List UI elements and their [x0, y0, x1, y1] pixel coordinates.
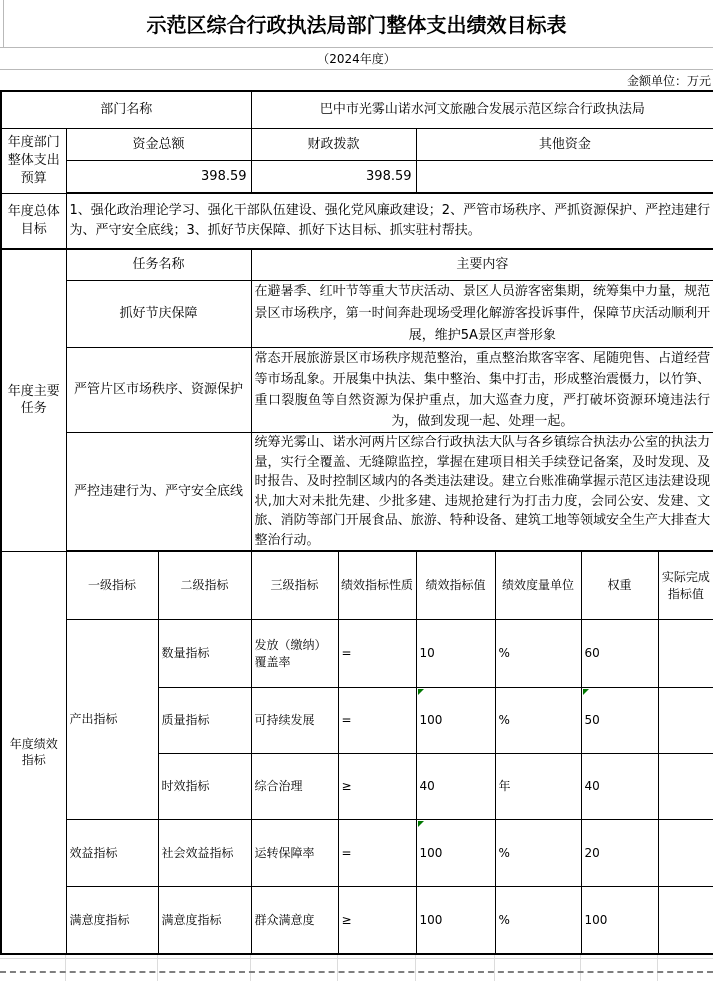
- budget-col-fiscal-label: 财政拨款: [251, 129, 416, 161]
- indicator-unit: %: [495, 820, 581, 887]
- budget-col-total-label: 资金总额: [66, 129, 251, 161]
- indicator-value: 40: [416, 754, 495, 820]
- indicator-actual: [658, 887, 713, 955]
- grid-column-line: [157, 955, 158, 981]
- grid-column-line: [250, 955, 251, 981]
- indicator-value: 10: [416, 620, 495, 688]
- grid-column-line: [415, 955, 416, 981]
- excel-error-marker-icon: [418, 821, 424, 827]
- indicator-header-level1: 一级指标: [66, 551, 158, 620]
- indicator-nature: ≥: [338, 887, 416, 955]
- indicator-nature: =: [338, 820, 416, 887]
- spreadsheet-margin-area: [0, 955, 713, 981]
- indicator-actual: [658, 820, 713, 887]
- tasks-section-label: 年度主要任务: [1, 249, 66, 551]
- task-content: 统筹光雾山、诺水河两片区综合行政执法大队与各乡镇综合执法办公室的执法力量，实行全覆盖、无缝隙监控，掌握在建项目相关手续登记备案，及时发现、及时报告、及时控制区域内的各类违法建设。建立台账准确掌握示范区违法建设现状,加大对未批先建、少批多建、违规抢建行为打击力度，会同公安、发建、文旅、消防等部门开展食品、旅游、特种设备、建筑工地等领域安全生产大排查大整治行动。: [251, 433, 713, 552]
- task-name-header: 任务名称: [66, 249, 251, 281]
- indicator-weight: 100: [581, 887, 658, 955]
- indicator-weight: 40: [581, 754, 658, 820]
- indicator-level2: 社会效益指标: [158, 820, 251, 887]
- annual-goal-content: 1、强化政治理论学习、强化干部队伍建设、强化党风廉政建设；2、严管市场秩序、严抓资源保护、严控违建行为、严守安全底线；3、抓好节庆保障、抓好下达目标、抓实驻村帮扶。: [66, 193, 713, 249]
- page-break-dashed-line: [0, 971, 713, 973]
- indicator-header-unit: 绩效度量单位: [495, 551, 581, 620]
- indicator-level3: 发放（缴纳）覆盖率: [251, 620, 338, 688]
- indicator-header-value: 绩效指标值: [416, 551, 495, 620]
- indicator-value: 100: [416, 688, 495, 754]
- indicator-level3: 运转保障率: [251, 820, 338, 887]
- indicator-level2: 时效指标: [158, 754, 251, 820]
- indicator-level3: 综合治理: [251, 754, 338, 820]
- gridline: [3, 0, 4, 47]
- grid-column-line: [494, 955, 495, 981]
- indicator-level2: 数量指标: [158, 620, 251, 688]
- indicator-level1-output: 产出指标: [66, 620, 158, 820]
- excel-error-marker-icon: [418, 689, 424, 695]
- indicator-nature: =: [338, 620, 416, 688]
- indicator-actual: [658, 620, 713, 688]
- department-name-label: 部门名称: [1, 91, 251, 129]
- indicator-weight: 50: [581, 688, 658, 754]
- task-name: 严控违建行为、严守安全底线: [66, 433, 251, 552]
- title-row: [0, 0, 713, 48]
- indicator-weight: 20: [581, 820, 658, 887]
- grid-column-line: [657, 955, 658, 981]
- page-title: 示范区综合行政执法局部门整体支出绩效目标表: [146, 13, 567, 37]
- performance-target-table: [0, 90, 713, 955]
- period-subtitle: （2024年度）: [0, 48, 713, 70]
- indicator-header-weight: 权重: [581, 551, 658, 620]
- annual-goal-label: 年度总体目标: [1, 193, 66, 249]
- excel-error-marker-icon: [583, 689, 589, 695]
- amount-unit-note: 金额单位：万元: [626, 73, 711, 88]
- indicator-header-nature: 绩效指标性质: [338, 551, 416, 620]
- indicator-level1-benefit: 效益指标: [66, 820, 158, 887]
- indicators-section-label: 年度绩效指标: [1, 551, 66, 954]
- department-name-value: 巴中市光雾山诺水河文旅融合发展示范区综合行政执法局: [251, 91, 713, 129]
- indicator-level3: 可持续发展: [251, 688, 338, 754]
- task-content-header: 主要内容: [251, 249, 713, 281]
- indicator-header-actual: 实际完成指标值: [658, 551, 713, 620]
- gridline: [0, 958, 713, 959]
- indicator-unit: %: [495, 620, 581, 688]
- indicator-actual: [658, 688, 713, 754]
- indicator-header-level2: 二级指标: [158, 551, 251, 620]
- task-content: 在避暑季、红叶节等重大节庆活动、景区人员游客密集期，统筹集中力量，规范景区市场秩序，第一时间奔赴现场受理化解游客投诉事件，保障节庆活动顺利开展，维护5A景区声誉形象: [251, 281, 713, 348]
- budget-col-other-label: 其他资金: [416, 129, 713, 161]
- budget-fiscal-value: 398.59: [251, 161, 416, 194]
- indicator-weight: 60: [581, 620, 658, 688]
- task-name: 严管片区市场秩序、资源保护: [66, 348, 251, 433]
- indicator-actual: [658, 754, 713, 820]
- grid-column-line: [337, 955, 338, 981]
- indicator-level1-satisfaction: 满意度指标: [66, 887, 158, 955]
- indicator-unit: %: [495, 688, 581, 754]
- indicator-level2: 满意度指标: [158, 887, 251, 955]
- grid-column-line: [580, 955, 581, 981]
- indicator-header-level3: 三级指标: [251, 551, 338, 620]
- task-name: 抓好节庆保障: [66, 281, 251, 348]
- grid-column-line: [65, 955, 66, 981]
- indicator-level2: 质量指标: [158, 688, 251, 754]
- budget-section-label: 年度部门整体支出预算: [1, 129, 66, 194]
- indicator-level3: 群众满意度: [251, 887, 338, 955]
- indicator-nature: =: [338, 688, 416, 754]
- indicator-value: 100: [416, 887, 495, 955]
- indicator-unit: 年: [495, 754, 581, 820]
- budget-total-value: 398.59: [66, 161, 251, 194]
- indicator-unit: %: [495, 887, 581, 955]
- indicator-value: 100: [416, 820, 495, 887]
- task-content: 常态开展旅游景区市场秩序规范整治，重点整治欺客宰客、尾随兜售、占道经营等市场乱象。开展集中执法、集中整治、集中打击，形成整治震慑力，以竹笋、重口裂腹鱼等自然资源为保护重点，加大巡查力度，严打破坏资源环境违法行为，做到发现一起、处理一起。: [251, 348, 713, 433]
- budget-other-value: [416, 161, 713, 194]
- indicator-nature: ≥: [338, 754, 416, 820]
